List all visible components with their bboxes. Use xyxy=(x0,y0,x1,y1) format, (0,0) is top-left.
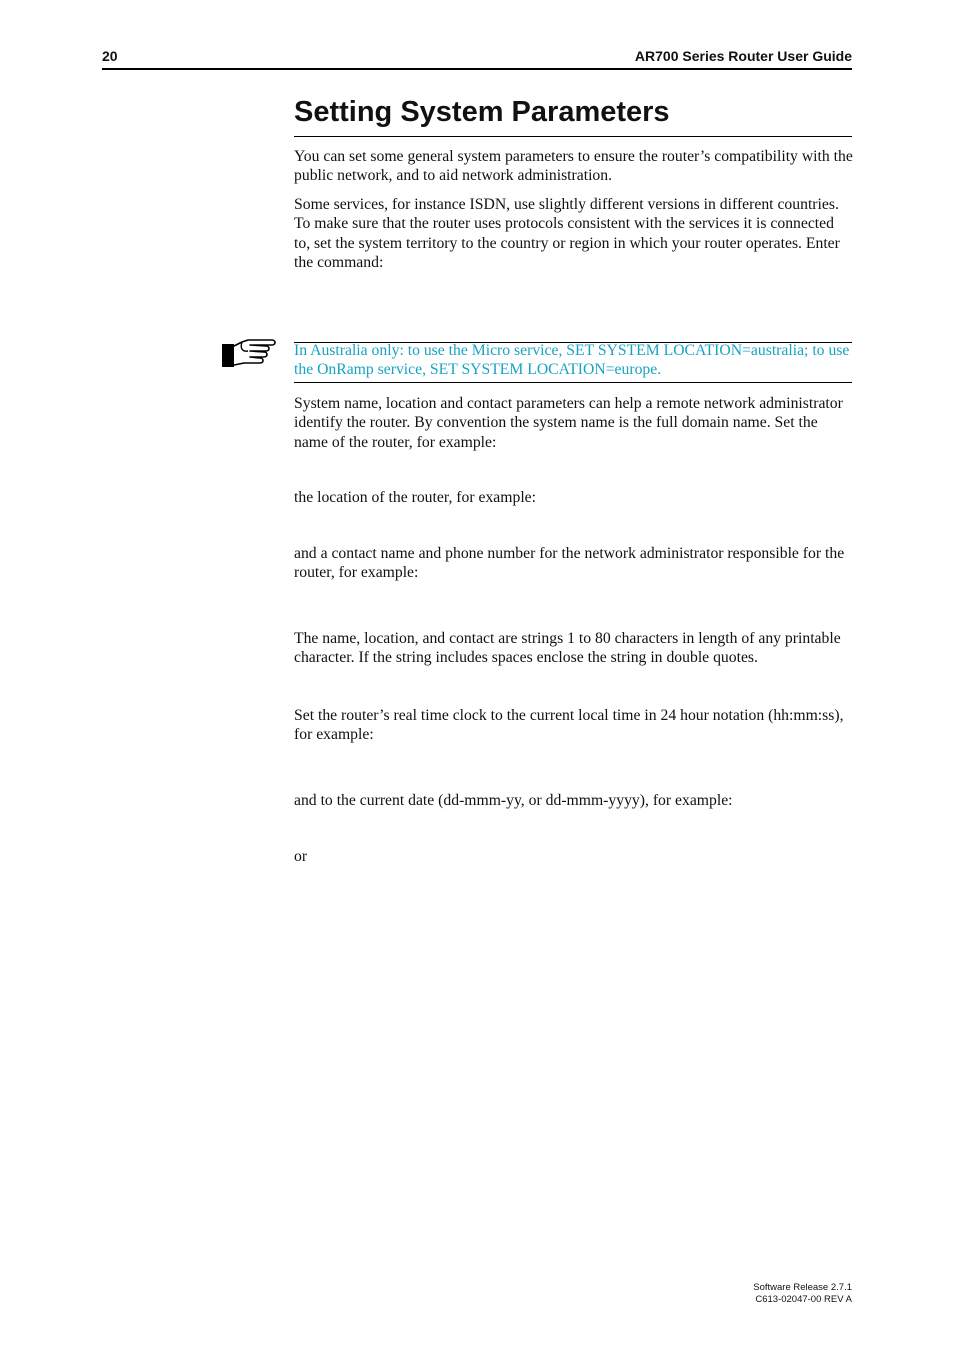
paragraph-system-name: System name, location and contact parameters can help a remote network administrator identify the router. By convention the system name is the full domain name. Set the name of the router, for example: xyxy=(294,395,843,451)
section-title: Setting System Parameters xyxy=(294,96,670,128)
footer-doc-id: C613-02047-00 REV A xyxy=(755,1294,852,1305)
paragraph-date: and to the current date (dd-mmm-yy, or dd-mmm-yyyy), for example: xyxy=(294,792,733,809)
header-rule xyxy=(102,68,852,70)
paragraph-territory: Some services, for instance ISDN, use slightly different versions in different countries. To make sure that the router uses protocols consistent with the services it is connected to, set the system territory to the country or region in which your router operates. Enter the command: xyxy=(294,196,840,271)
paragraph-time: Set the router’s real time clock to the current local time in 24 hour notation (hh:mm:ss), for example: xyxy=(294,707,844,744)
note-text: In Australia only: to use the Micro service, SET SYSTEM LOCATION=australia; to use the OnRamp service, SET SYSTEM LOCATION=europe. xyxy=(294,342,850,379)
section-title-rule xyxy=(294,136,852,137)
footer xyxy=(753,1282,852,1306)
paragraph-string-rules: The name, location, and contact are strings 1 to 80 characters in length of any printable character. If the string includes spaces enclose the string in double quotes. xyxy=(294,630,841,667)
page-number: 20 xyxy=(102,48,118,64)
footer-release: Software Release 2.7.1 xyxy=(753,1282,852,1293)
guide-title: AR700 Series Router User Guide xyxy=(634,48,852,64)
paragraph-or: or xyxy=(294,848,308,865)
paragraph-intro: You can set some general system parameters to ensure the router’s compatibility with the public network, and to aid network administration. xyxy=(294,148,853,185)
paragraph-contact: and a contact name and phone number for the network administrator responsible for the router, for example: xyxy=(294,545,845,582)
paragraph-location: the location of the router, for example: xyxy=(294,489,536,506)
note-bottom-rule xyxy=(294,382,852,383)
pointing-hand-icon xyxy=(220,336,278,370)
